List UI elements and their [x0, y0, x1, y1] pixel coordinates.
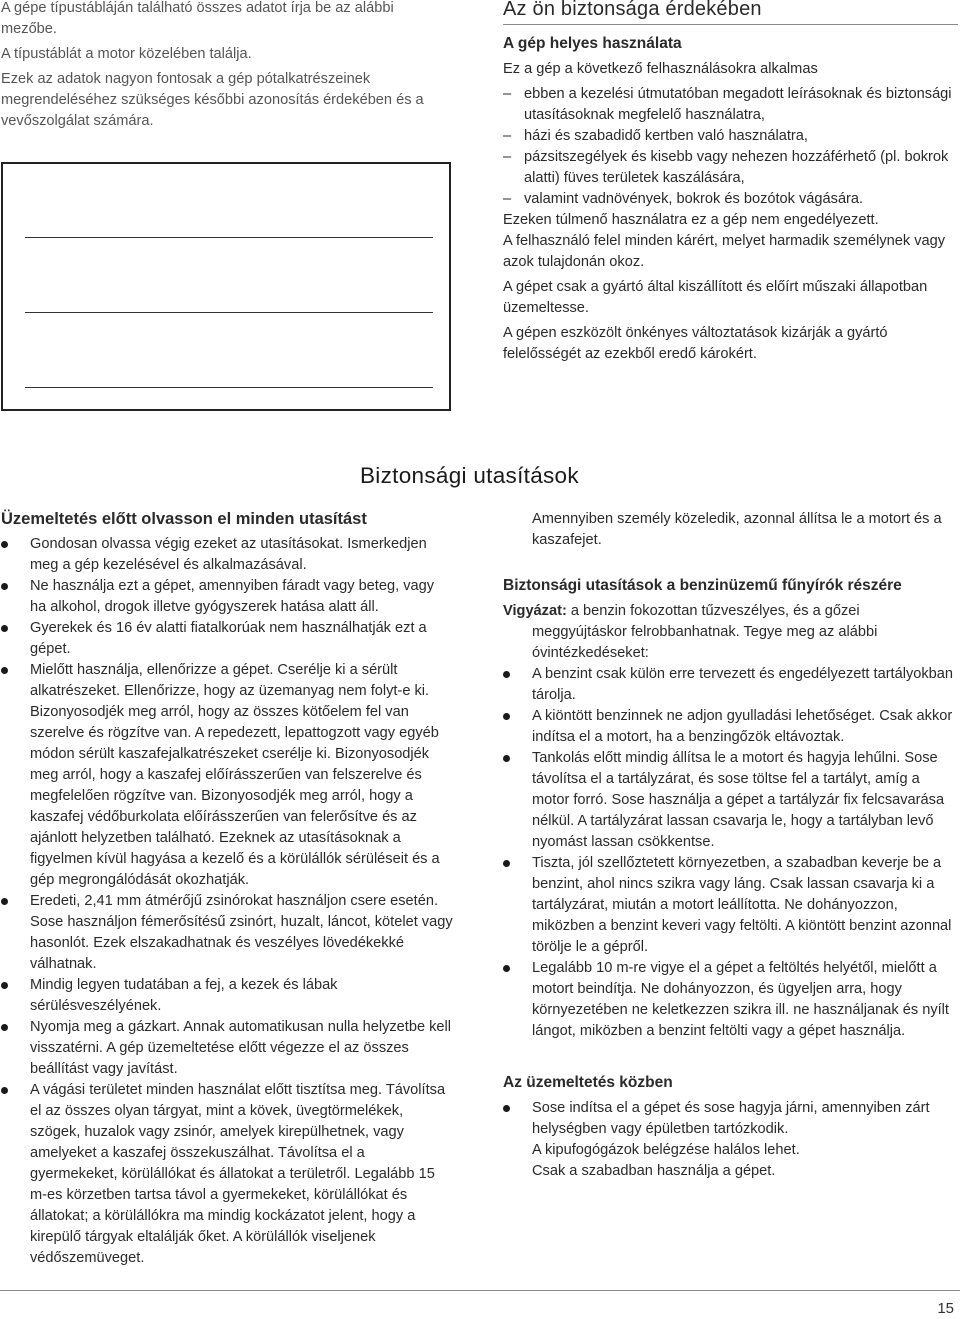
- list-item: Nyomja meg a gázkart. Annak automatikusan nulla helyzetbe kell visszatérni. A gép üzemeltetése előtt végezze el az összes beállítást vagy javítást.: [1, 1017, 453, 1080]
- list-item: Sose indítsa el a gépet és sose hagyja járni, amennyiben zárt helységben vagy épületben tartózkodik.: [503, 1098, 958, 1140]
- list-item: A vágási területet minden használat előtt tisztítsa meg. Távolítsa el az összes olyan tárgyat, mint a kövek, üvegtörmelékek, szögek, huzalok vagy zsinór, amelyek kirepülhetnek, vagy amelyeket a kaszafej összekuszálhat. Távolítsa el a gyermekeket, körülállókat és állatokat a területről. Legalább 15 m-es körzetben tartsa távol a gyermekeket, körülállókat és állatokat; a körülállókra ma mindig kockázatot jelent, hogy a kirepülő tárgyak eltalálják őket. A körülállók viseljenek védőszemüveget.: [1, 1080, 453, 1269]
- list-item: – házi és szabadidő kertben való használatra,: [503, 126, 958, 147]
- list-item: Mielőtt használja, ellenőrizze a gépet. Cserélje ki a sérült alkatrészeket. Ellenőrizze, hogy az üzemanyag nem folyt-e ki. Bizonyosodjék meg arról, hogy az összes kötőelem fel van szerelve és rögzítve van. A repedezett, lepattogzott vagy egyéb módon sérült kaszafejalkatrészeket cserélje ki. Bizonyosodjék meg arról, hogy a kaszafej előírásszerűen van felszerelve és megfelelően rögzítve van. Bizonyosodjék meg arról, hogy a kaszafej védőburkolata előírásszerűen van felerősítve és az ajánlott helyzetben található. Ezeknek az utasításoknak a figyelmen kívül hagyása a kezelő és a körülállók sérüléseit és a gép megrongálódását okozhatják.: [1, 660, 453, 891]
- during-operation-heading: Az üzemeltetés közben: [503, 1074, 673, 1091]
- list-item: Tankolás előtt mindig állítsa le a motort és hagyja lehűlni. Sose távolítsa el a tartályzárat, és sose töltse fel a tartályt, amíg a motor forró. Sose használja a gépet a tartályzár fix felcsavarása nélkül. A tartályzárat lassan csavarja le, hogy a tartályban levő nyomást lassan csökkentse.: [503, 748, 958, 853]
- section-title: Biztonsági utasítások: [360, 463, 579, 488]
- page-number: 15: [937, 1300, 954, 1317]
- before-operation-list: [1, 534, 453, 1269]
- entry-line-2: [25, 312, 433, 313]
- typeplate-text-1: A gépe típustábláján található összes adatot írja be az alábbi mezőbe.: [1, 0, 394, 37]
- list-item: Gondosan olvassa végig ezeket az utasításokat. Ismerkedjen meg a gép kezelésével és alkalmazásával.: [1, 534, 453, 576]
- safety-right-column: [503, 509, 958, 1182]
- proper-use-heading: A gép helyes használata: [503, 35, 682, 52]
- paragraph: Ezeken túlmenő használatra ez a gép nem engedélyezett.: [503, 212, 879, 228]
- before-operation-heading: Üzemeltetés előtt olvasson el minden utasítást: [1, 510, 367, 528]
- list-item: Tiszta, jól szellőztetett környezetben, a szabadban keverje be a benzint, ahol nincs szikra vagy láng. Csak lassan csavarja ki a tartályzárat, miután a motort leállította. Ne dohányozzon, miközben a benzint keveri vagy feltölti. A kiöntött benzint azonnal törölje le a gépről.: [503, 853, 958, 958]
- paragraph: A kipufogógázok belégzése halálos lehet.: [532, 1142, 800, 1158]
- list-item: Eredeti, 2,41 mm átmérőjű zsinórokat használjon csere esetén. Sose használjon fémerősítésű zsinórt, huzalt, láncot, kötelet vagy hasonlót. Ezek elszakadhatnak és veszélyes lövedékekké válhatnak.: [1, 891, 453, 975]
- list-item: Mindig legyen tudatában a fej, a kezek és lábak sérülésveszélyének.: [1, 975, 453, 1017]
- paragraph: A gépet csak a gyártó által kiszállított és előírt műszaki állapotban üzemeltesse.: [503, 279, 928, 316]
- proper-use-intro: Ez a gép a következő felhasználásokra alkalmas: [503, 61, 818, 77]
- warning-paragraph: [503, 601, 958, 664]
- paragraph: A felhasználó felel minden kárért, melyet harmadik személynek vagy azok tulajdonán okoz.: [503, 233, 946, 270]
- list-item: Gyerekek és 16 év alatti fiatalkorúak nem használhatják ezt a gépet.: [1, 618, 453, 660]
- list-item: A benzint csak külön erre tervezett és engedélyezett tartályokban tárolja.: [503, 664, 958, 706]
- list-item: – ebben a kezelési útmutatóban megadott leírásoknak és biztonsági utasításoknak megfelelő használatra,: [503, 84, 958, 126]
- list-item: Legalább 10 m-re vigye el a gépet a feltöltés helyétől, mielőtt a motort beindítja. Ne dohányozzon, és ügyeljen arra, hogy környezetében ne keletkezzen szikra ill. ne használjanak és nyílt lángot, miközben a benzint feltölti vagy a gépet használja.: [503, 958, 958, 1042]
- entry-line-1: [25, 237, 433, 238]
- safety-intro-column: [503, 0, 958, 365]
- list-item: – valamint vadnövények, bokrok és bozótok vágására.: [503, 189, 958, 210]
- petrol-safety-list: [503, 664, 958, 1042]
- petrol-safety-heading: Biztonsági utasítások a benzinüzemű fűnyírók részére: [503, 577, 902, 594]
- typeplate-text-2: A típustáblát a motor közelében találja.: [1, 46, 252, 62]
- safety-left-column: [1, 509, 453, 1269]
- paragraph: A gépen eszközölt önkényes változtatások kizárják a gyártó felelősségét az ezekből eredő károkért.: [503, 325, 888, 362]
- list-item: Ne használja ezt a gépet, amennyiben fáradt vagy beteg, vagy ha alkohol, drogok illetve gyógyszerek hatása alatt áll.: [1, 576, 453, 618]
- paragraph: Csak a szabadban használja a gépet.: [532, 1163, 776, 1179]
- typeplate-instructions: [1, 0, 446, 136]
- typeplate-text-3: Ezek az adatok nagyon fontosak a gép pótalkatrészeinek megrendeléséhez szükséges későbbi azonosítás érdekében és a vevőszolgálat számára.: [1, 71, 424, 129]
- continued-text: Amennyiben személy közeledik, azonnal állítsa le a motort és a kaszafejet.: [532, 511, 942, 548]
- page-title: Az ön biztonsága érdekében: [503, 0, 958, 25]
- typeplate-entry-box: [1, 162, 451, 411]
- list-item: – pázsitszegélyek és kisebb vagy nehezen hozzáférhető (pl. bokrok alatti) füves területek kaszálására,: [503, 147, 958, 189]
- warning-label: Vigyázat:: [503, 603, 567, 619]
- proper-use-list: [503, 84, 958, 210]
- footer-divider: [0, 1290, 960, 1291]
- during-operation-list: [503, 1098, 958, 1140]
- list-item: A kiöntött benzinnek ne adjon gyulladási lehetőséget. Csak akkor indítsa el a motort, ha a benzingőzök eltávoztak.: [503, 706, 958, 748]
- entry-line-3: [25, 387, 433, 388]
- warning-text: a benzin fokozottan tűzveszélyes, és a gőzei meggyújtáskor felrobbanhatnak. Tegye meg az alábbi óvintézkedéseket:: [532, 603, 878, 661]
